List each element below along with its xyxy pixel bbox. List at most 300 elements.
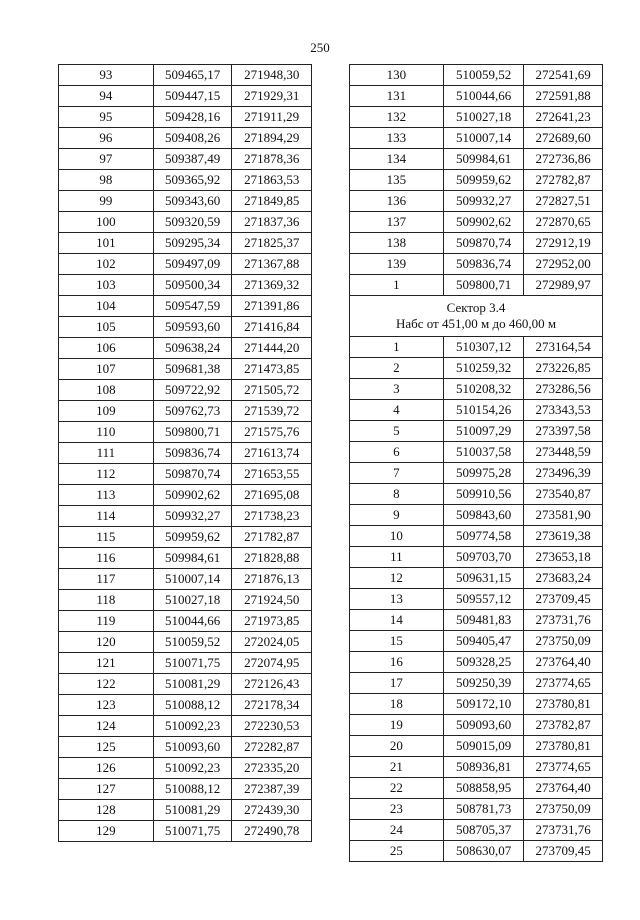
table-row	[350, 673, 603, 694]
table-row	[350, 568, 603, 589]
x-coordinate-cell: 509984,61	[153, 548, 232, 569]
y-coordinate-cell: 271929,31	[232, 86, 312, 107]
y-coordinate-cell: 272912,19	[524, 233, 603, 254]
x-coordinate-cell: 509320,59	[153, 212, 232, 233]
y-coordinate-cell: 272952,00	[524, 254, 603, 275]
y-coordinate-cell: 273764,40	[524, 652, 603, 673]
y-coordinate-cell: 271825,37	[232, 233, 312, 254]
x-coordinate-cell: 510059,52	[153, 632, 232, 653]
y-coordinate-cell: 271876,13	[232, 569, 312, 590]
table-row	[59, 821, 312, 842]
x-coordinate-cell: 509722,92	[153, 380, 232, 401]
point-number-cell: 102	[59, 254, 154, 275]
point-number-cell: 101	[59, 233, 154, 254]
table-row	[59, 107, 312, 128]
y-coordinate-cell: 271539,72	[232, 401, 312, 422]
y-coordinate-cell: 273164,54	[524, 337, 603, 358]
y-coordinate-cell: 273709,45	[524, 589, 603, 610]
x-coordinate-cell: 509428,16	[153, 107, 232, 128]
table-row	[59, 86, 312, 107]
y-coordinate-cell: 272782,87	[524, 170, 603, 191]
x-coordinate-cell: 510007,14	[153, 569, 232, 590]
x-coordinate-cell: 510071,75	[153, 821, 232, 842]
x-coordinate-cell: 509250,39	[443, 673, 524, 694]
point-number-cell: 1	[350, 337, 444, 358]
y-coordinate-cell: 271911,29	[232, 107, 312, 128]
y-coordinate-cell: 272989,97	[524, 275, 603, 296]
point-number-cell: 13	[350, 589, 444, 610]
point-number-cell: 7	[350, 463, 444, 484]
point-number-cell: 114	[59, 506, 154, 527]
point-number-cell: 99	[59, 191, 154, 212]
table-row	[59, 296, 312, 317]
y-coordinate-cell: 272335,20	[232, 758, 312, 779]
table-row	[350, 505, 603, 526]
x-coordinate-cell: 509447,15	[153, 86, 232, 107]
y-coordinate-cell: 273226,85	[524, 358, 603, 379]
point-number-cell: 139	[350, 254, 444, 275]
x-coordinate-cell: 510081,29	[153, 674, 232, 695]
x-coordinate-cell: 510088,12	[153, 695, 232, 716]
y-coordinate-cell: 273731,76	[524, 610, 603, 631]
table-row	[59, 170, 312, 191]
right-table-body-top	[350, 65, 603, 296]
x-coordinate-cell: 510093,60	[153, 737, 232, 758]
table-row	[59, 758, 312, 779]
point-number-cell: 123	[59, 695, 154, 716]
x-coordinate-cell: 508858,95	[443, 778, 524, 799]
table-row	[59, 212, 312, 233]
x-coordinate-cell: 509093,60	[443, 715, 524, 736]
point-number-cell: 5	[350, 421, 444, 442]
y-coordinate-cell: 271894,29	[232, 128, 312, 149]
x-coordinate-cell: 509836,74	[443, 254, 524, 275]
sector-header-cell	[350, 296, 603, 337]
y-coordinate-cell: 272541,69	[524, 65, 603, 86]
x-coordinate-cell: 509387,49	[153, 149, 232, 170]
x-coordinate-cell: 509774,58	[443, 526, 524, 547]
point-number-cell: 130	[350, 65, 444, 86]
x-coordinate-cell: 510097,29	[443, 421, 524, 442]
point-number-cell: 137	[350, 212, 444, 233]
y-coordinate-cell: 271828,88	[232, 548, 312, 569]
table-row	[59, 485, 312, 506]
point-number-cell: 103	[59, 275, 154, 296]
x-coordinate-cell: 509631,15	[443, 568, 524, 589]
table-row	[350, 736, 603, 757]
table-row	[350, 463, 603, 484]
y-coordinate-cell: 273750,09	[524, 799, 603, 820]
point-number-cell: 106	[59, 338, 154, 359]
x-coordinate-cell: 509870,74	[153, 464, 232, 485]
x-coordinate-cell: 510059,52	[443, 65, 524, 86]
table-row	[350, 191, 603, 212]
point-number-cell: 6	[350, 442, 444, 463]
table-row	[59, 443, 312, 464]
table-row	[59, 527, 312, 548]
y-coordinate-cell: 273780,81	[524, 736, 603, 757]
table-row	[350, 799, 603, 820]
x-coordinate-cell: 510044,66	[153, 611, 232, 632]
x-coordinate-cell: 510307,12	[443, 337, 524, 358]
y-coordinate-cell: 272439,30	[232, 800, 312, 821]
coordinates-table-left	[58, 64, 312, 842]
right-table-body-bottom	[350, 337, 603, 862]
y-coordinate-cell: 273780,81	[524, 694, 603, 715]
y-coordinate-cell: 271575,76	[232, 422, 312, 443]
point-number-cell: 135	[350, 170, 444, 191]
table-row	[350, 715, 603, 736]
point-number-cell: 131	[350, 86, 444, 107]
point-number-cell: 128	[59, 800, 154, 821]
table-row	[59, 338, 312, 359]
table-row	[350, 233, 603, 254]
y-coordinate-cell: 271391,86	[232, 296, 312, 317]
y-coordinate-cell: 272282,87	[232, 737, 312, 758]
table-row	[350, 652, 603, 673]
point-number-cell: 4	[350, 400, 444, 421]
x-coordinate-cell: 509932,27	[153, 506, 232, 527]
x-coordinate-cell: 509638,24	[153, 338, 232, 359]
x-coordinate-cell: 510092,23	[153, 758, 232, 779]
table-row	[350, 128, 603, 149]
y-coordinate-cell: 273731,76	[524, 820, 603, 841]
table-row	[350, 757, 603, 778]
x-coordinate-cell: 509343,60	[153, 191, 232, 212]
y-coordinate-cell: 272490,78	[232, 821, 312, 842]
table-row	[59, 548, 312, 569]
sector-header	[350, 296, 603, 337]
coordinates-table-right	[349, 64, 603, 862]
point-number-cell: 24	[350, 820, 444, 841]
y-coordinate-cell: 273619,38	[524, 526, 603, 547]
table-row	[350, 694, 603, 715]
point-number-cell: 15	[350, 631, 444, 652]
x-coordinate-cell: 509500,34	[153, 275, 232, 296]
table-row	[59, 401, 312, 422]
x-coordinate-cell: 510154,26	[443, 400, 524, 421]
point-number-cell: 23	[350, 799, 444, 820]
y-coordinate-cell: 273750,09	[524, 631, 603, 652]
point-number-cell: 134	[350, 149, 444, 170]
point-number-cell: 12	[350, 568, 444, 589]
point-number-cell: 125	[59, 737, 154, 758]
table-row	[350, 400, 603, 421]
point-number-cell: 97	[59, 149, 154, 170]
y-coordinate-cell: 273397,58	[524, 421, 603, 442]
point-number-cell: 98	[59, 170, 154, 191]
x-coordinate-cell: 509902,62	[153, 485, 232, 506]
point-number-cell: 129	[59, 821, 154, 842]
point-number-cell: 104	[59, 296, 154, 317]
y-coordinate-cell: 271444,20	[232, 338, 312, 359]
point-number-cell: 3	[350, 379, 444, 400]
x-coordinate-cell: 508630,07	[443, 841, 524, 862]
point-number-cell: 16	[350, 652, 444, 673]
point-number-cell: 120	[59, 632, 154, 653]
x-coordinate-cell: 510259,32	[443, 358, 524, 379]
x-coordinate-cell: 509959,62	[153, 527, 232, 548]
table-row	[59, 317, 312, 338]
x-coordinate-cell: 509593,60	[153, 317, 232, 338]
point-number-cell: 110	[59, 422, 154, 443]
y-coordinate-cell: 273782,87	[524, 715, 603, 736]
y-coordinate-cell: 273653,18	[524, 547, 603, 568]
table-row	[59, 695, 312, 716]
y-coordinate-cell: 272641,23	[524, 107, 603, 128]
point-number-cell: 93	[59, 65, 154, 86]
point-number-cell: 9	[350, 505, 444, 526]
y-coordinate-cell: 272074,95	[232, 653, 312, 674]
y-coordinate-cell: 273540,87	[524, 484, 603, 505]
x-coordinate-cell: 509932,27	[443, 191, 524, 212]
y-coordinate-cell: 271849,85	[232, 191, 312, 212]
y-coordinate-cell: 273683,24	[524, 568, 603, 589]
x-coordinate-cell: 510027,18	[443, 107, 524, 128]
point-number-cell: 11	[350, 547, 444, 568]
x-coordinate-cell: 509481,83	[443, 610, 524, 631]
x-coordinate-cell: 510007,14	[443, 128, 524, 149]
table-row	[350, 379, 603, 400]
y-coordinate-cell: 271782,87	[232, 527, 312, 548]
table-row	[350, 421, 603, 442]
point-number-cell: 112	[59, 464, 154, 485]
point-number-cell: 109	[59, 401, 154, 422]
x-coordinate-cell: 510027,18	[153, 590, 232, 611]
table-row	[350, 65, 603, 86]
table-row	[59, 590, 312, 611]
y-coordinate-cell: 271416,84	[232, 317, 312, 338]
x-coordinate-cell: 509015,09	[443, 736, 524, 757]
point-number-cell: 1	[350, 275, 444, 296]
point-number-cell: 132	[350, 107, 444, 128]
y-coordinate-cell: 272387,39	[232, 779, 312, 800]
y-coordinate-cell: 272126,43	[232, 674, 312, 695]
point-number-cell: 116	[59, 548, 154, 569]
x-coordinate-cell: 509547,59	[153, 296, 232, 317]
table-row	[59, 149, 312, 170]
point-number-cell: 105	[59, 317, 154, 338]
point-number-cell: 115	[59, 527, 154, 548]
x-coordinate-cell: 509836,74	[153, 443, 232, 464]
table-row	[350, 631, 603, 652]
y-coordinate-cell: 273774,65	[524, 757, 603, 778]
point-number-cell: 19	[350, 715, 444, 736]
x-coordinate-cell: 509557,12	[443, 589, 524, 610]
table-row	[59, 422, 312, 443]
table-row	[350, 841, 603, 862]
table-row	[59, 569, 312, 590]
x-coordinate-cell: 508936,81	[443, 757, 524, 778]
table-row	[59, 380, 312, 401]
x-coordinate-cell: 508705,37	[443, 820, 524, 841]
x-coordinate-cell: 509870,74	[443, 233, 524, 254]
table-row	[350, 337, 603, 358]
table-row	[59, 506, 312, 527]
y-coordinate-cell: 272827,51	[524, 191, 603, 212]
x-coordinate-cell: 509902,62	[443, 212, 524, 233]
table-row	[350, 610, 603, 631]
x-coordinate-cell: 509497,09	[153, 254, 232, 275]
table-row	[350, 212, 603, 233]
table-row	[350, 170, 603, 191]
sector-title: Сектор 3.4	[446, 300, 506, 315]
point-number-cell: 124	[59, 716, 154, 737]
table-row	[59, 254, 312, 275]
point-number-cell: 10	[350, 526, 444, 547]
point-number-cell: 17	[350, 673, 444, 694]
x-coordinate-cell: 509703,70	[443, 547, 524, 568]
table-row	[350, 442, 603, 463]
table-row	[350, 547, 603, 568]
y-coordinate-cell: 273343,53	[524, 400, 603, 421]
table-row	[350, 275, 603, 296]
table-row	[59, 779, 312, 800]
y-coordinate-cell: 271878,36	[232, 149, 312, 170]
y-coordinate-cell: 273286,56	[524, 379, 603, 400]
point-number-cell: 25	[350, 841, 444, 862]
point-number-cell: 18	[350, 694, 444, 715]
y-coordinate-cell: 272870,65	[524, 212, 603, 233]
table-row	[350, 484, 603, 505]
x-coordinate-cell: 509762,73	[153, 401, 232, 422]
y-coordinate-cell: 273774,65	[524, 673, 603, 694]
y-coordinate-cell: 272591,88	[524, 86, 603, 107]
y-coordinate-cell: 272230,53	[232, 716, 312, 737]
point-number-cell: 122	[59, 674, 154, 695]
table-row	[350, 589, 603, 610]
y-coordinate-cell: 271924,50	[232, 590, 312, 611]
page-number: 250	[310, 40, 330, 55]
x-coordinate-cell: 509975,28	[443, 463, 524, 484]
table-row	[350, 107, 603, 128]
point-number-cell: 126	[59, 758, 154, 779]
y-coordinate-cell: 272736,86	[524, 149, 603, 170]
table-row	[350, 358, 603, 379]
point-number-cell: 108	[59, 380, 154, 401]
y-coordinate-cell: 273448,59	[524, 442, 603, 463]
point-number-cell: 20	[350, 736, 444, 757]
y-coordinate-cell: 273709,45	[524, 841, 603, 862]
point-number-cell: 138	[350, 233, 444, 254]
y-coordinate-cell: 271863,53	[232, 170, 312, 191]
y-coordinate-cell: 271973,85	[232, 611, 312, 632]
x-coordinate-cell: 509295,34	[153, 233, 232, 254]
x-coordinate-cell: 509465,17	[153, 65, 232, 86]
table-row	[59, 653, 312, 674]
table-row	[59, 233, 312, 254]
x-coordinate-cell: 509408,26	[153, 128, 232, 149]
table-row	[350, 526, 603, 547]
sector-header-row	[350, 296, 603, 337]
table-row	[59, 65, 312, 86]
x-coordinate-cell: 510208,32	[443, 379, 524, 400]
table-row	[59, 632, 312, 653]
x-coordinate-cell: 509800,71	[443, 275, 524, 296]
y-coordinate-cell: 273581,90	[524, 505, 603, 526]
table-row	[59, 275, 312, 296]
point-number-cell: 96	[59, 128, 154, 149]
y-coordinate-cell: 271473,85	[232, 359, 312, 380]
point-number-cell: 95	[59, 107, 154, 128]
table-row	[350, 149, 603, 170]
y-coordinate-cell: 273496,39	[524, 463, 603, 484]
point-number-cell: 118	[59, 590, 154, 611]
table-row	[350, 86, 603, 107]
table-row	[350, 254, 603, 275]
y-coordinate-cell: 271613,74	[232, 443, 312, 464]
y-coordinate-cell: 271948,30	[232, 65, 312, 86]
x-coordinate-cell: 508781,73	[443, 799, 524, 820]
point-number-cell: 8	[350, 484, 444, 505]
point-number-cell: 94	[59, 86, 154, 107]
sector-subtitle: Набс от 451,00 м до 460,00 м	[395, 316, 557, 331]
table-row	[59, 716, 312, 737]
x-coordinate-cell: 509681,38	[153, 359, 232, 380]
x-coordinate-cell: 509910,56	[443, 484, 524, 505]
point-number-cell: 113	[59, 485, 154, 506]
table-row	[350, 820, 603, 841]
point-number-cell: 100	[59, 212, 154, 233]
y-coordinate-cell: 271505,72	[232, 380, 312, 401]
point-number-cell: 14	[350, 610, 444, 631]
table-row	[59, 800, 312, 821]
table-row	[59, 128, 312, 149]
x-coordinate-cell: 509843,60	[443, 505, 524, 526]
point-number-cell: 22	[350, 778, 444, 799]
point-number-cell: 127	[59, 779, 154, 800]
point-number-cell: 121	[59, 653, 154, 674]
y-coordinate-cell: 271738,23	[232, 506, 312, 527]
x-coordinate-cell: 509365,92	[153, 170, 232, 191]
table-row	[59, 464, 312, 485]
table-row	[59, 737, 312, 758]
point-number-cell: 136	[350, 191, 444, 212]
x-coordinate-cell: 510088,12	[153, 779, 232, 800]
y-coordinate-cell: 271369,32	[232, 275, 312, 296]
y-coordinate-cell: 272178,34	[232, 695, 312, 716]
y-coordinate-cell: 273764,40	[524, 778, 603, 799]
y-coordinate-cell: 271695,08	[232, 485, 312, 506]
point-number-cell: 107	[59, 359, 154, 380]
table-row	[59, 191, 312, 212]
x-coordinate-cell: 509328,25	[443, 652, 524, 673]
x-coordinate-cell: 510071,75	[153, 653, 232, 674]
x-coordinate-cell: 510044,66	[443, 86, 524, 107]
point-number-cell: 21	[350, 757, 444, 778]
table-row	[350, 778, 603, 799]
table-row	[59, 611, 312, 632]
table-row	[59, 674, 312, 695]
table-row	[59, 359, 312, 380]
point-number-cell: 119	[59, 611, 154, 632]
x-coordinate-cell: 510037,58	[443, 442, 524, 463]
x-coordinate-cell: 509172,10	[443, 694, 524, 715]
point-number-cell: 133	[350, 128, 444, 149]
point-number-cell: 117	[59, 569, 154, 590]
y-coordinate-cell: 271367,88	[232, 254, 312, 275]
x-coordinate-cell: 510092,23	[153, 716, 232, 737]
y-coordinate-cell: 272689,60	[524, 128, 603, 149]
point-number-cell: 111	[59, 443, 154, 464]
x-coordinate-cell: 509405,47	[443, 631, 524, 652]
x-coordinate-cell: 509984,61	[443, 149, 524, 170]
x-coordinate-cell: 509959,62	[443, 170, 524, 191]
x-coordinate-cell: 509800,71	[153, 422, 232, 443]
y-coordinate-cell: 271837,36	[232, 212, 312, 233]
x-coordinate-cell: 510081,29	[153, 800, 232, 821]
y-coordinate-cell: 271653,55	[232, 464, 312, 485]
